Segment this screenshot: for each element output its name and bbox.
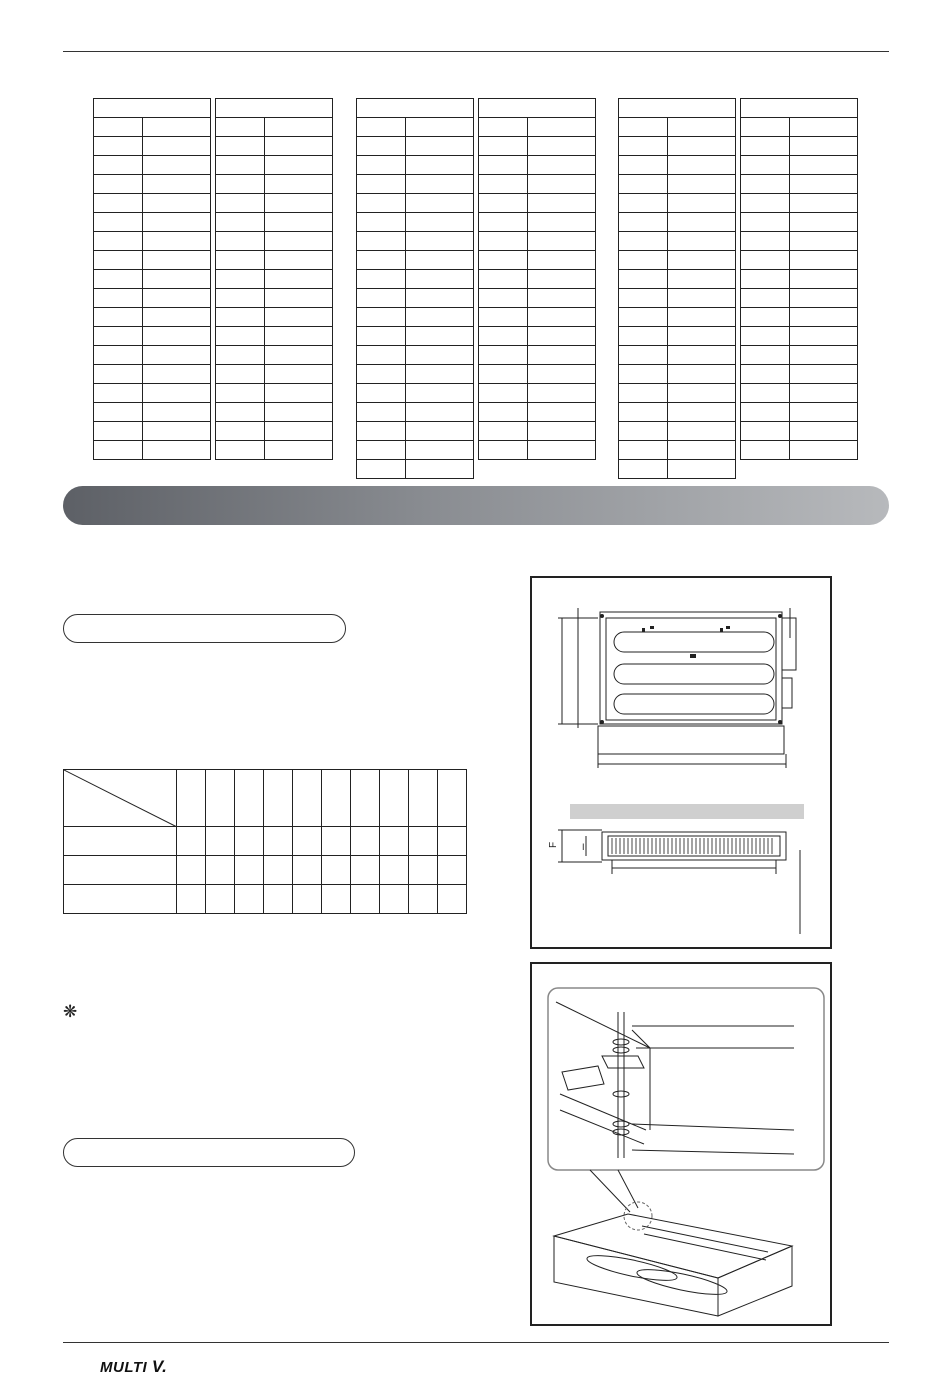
table-header-cell	[351, 770, 380, 827]
table-row	[216, 137, 333, 156]
table-row	[216, 327, 333, 346]
subsection-heading-box-1	[63, 614, 346, 643]
table-header-cell	[177, 770, 206, 827]
table-row	[94, 137, 211, 156]
table-row	[741, 327, 858, 346]
table-corner-cell	[64, 770, 177, 827]
table-row	[619, 289, 736, 308]
table-row	[64, 885, 467, 914]
table-row	[94, 384, 211, 403]
table-row	[479, 137, 596, 156]
spec-grid-table-3	[356, 98, 474, 479]
table-row	[741, 175, 858, 194]
table-row	[741, 156, 858, 175]
table-row	[479, 422, 596, 441]
table-row	[216, 232, 333, 251]
table-row	[216, 289, 333, 308]
table-row	[94, 289, 211, 308]
table-row	[479, 365, 596, 384]
table-row	[357, 346, 474, 365]
table-header-cell	[409, 770, 438, 827]
table-row	[216, 213, 333, 232]
subsection-heading-box-2	[63, 1138, 355, 1167]
table-row	[619, 308, 736, 327]
table-row	[94, 194, 211, 213]
table-row	[357, 156, 474, 175]
logo-text: MULTI	[100, 1359, 152, 1376]
table-row	[741, 384, 858, 403]
table-row	[216, 403, 333, 422]
table-header-cell	[293, 770, 322, 827]
table-row	[357, 194, 474, 213]
table-row	[741, 118, 858, 137]
table-row	[94, 156, 211, 175]
table-row	[64, 827, 467, 856]
table-row	[619, 327, 736, 346]
table-row	[619, 460, 736, 479]
table-row	[479, 118, 596, 137]
table-row	[216, 346, 333, 365]
dimension-label-i: I	[582, 842, 585, 852]
table-row	[619, 422, 736, 441]
table-row	[216, 99, 333, 118]
table-row	[357, 251, 474, 270]
table-row	[479, 327, 596, 346]
table-row	[619, 270, 736, 289]
table-row	[479, 441, 596, 460]
table-row	[479, 384, 596, 403]
table-row	[216, 441, 333, 460]
spec-grid-table-6	[740, 98, 858, 460]
table-row	[741, 213, 858, 232]
table-row	[357, 365, 474, 384]
table-row	[94, 346, 211, 365]
table-row	[479, 99, 596, 118]
table-row	[741, 365, 858, 384]
table-row	[479, 251, 596, 270]
table-row	[357, 422, 474, 441]
spec-grid-table-5	[618, 98, 736, 479]
table-row	[94, 213, 211, 232]
table-row	[479, 346, 596, 365]
note-symbol: ❋	[63, 1002, 78, 1022]
table-row	[94, 99, 211, 118]
table-row	[216, 270, 333, 289]
table-row	[619, 99, 736, 118]
table-row	[741, 308, 858, 327]
table-row	[741, 422, 858, 441]
table-row	[479, 308, 596, 327]
table-row	[741, 194, 858, 213]
table-row	[94, 441, 211, 460]
table-row	[216, 384, 333, 403]
table-header-cell	[264, 770, 293, 827]
spec-grid-table-4	[478, 98, 596, 460]
table-row	[741, 99, 858, 118]
spec-grid-table-1	[93, 98, 211, 460]
table-row	[216, 422, 333, 441]
table-row	[357, 403, 474, 422]
dimension-label-f: F	[548, 841, 559, 848]
table-row	[357, 213, 474, 232]
table-row	[357, 118, 474, 137]
multi-v-logo	[100, 1357, 167, 1377]
dimension-table	[63, 769, 467, 914]
table-row	[216, 118, 333, 137]
table-row	[357, 270, 474, 289]
table-row	[479, 213, 596, 232]
table-row	[619, 384, 736, 403]
table-row	[619, 137, 736, 156]
table-row	[479, 232, 596, 251]
table-row	[479, 289, 596, 308]
table-row	[216, 251, 333, 270]
table-header-cell	[206, 770, 235, 827]
dimension-drawing-figure	[530, 576, 832, 949]
hanging-bolt-illustration	[532, 964, 834, 1328]
footer-rule	[63, 1342, 889, 1343]
unit-dimension-drawing	[532, 578, 834, 951]
table-row	[94, 270, 211, 289]
table-row	[64, 856, 467, 885]
table-row	[741, 441, 858, 460]
table-header-cell	[235, 770, 264, 827]
table-row	[479, 270, 596, 289]
table-row	[216, 175, 333, 194]
section-banner	[63, 486, 889, 525]
table-row	[357, 384, 474, 403]
table-row	[741, 251, 858, 270]
table-row	[216, 308, 333, 327]
table-row	[357, 137, 474, 156]
table-row	[619, 232, 736, 251]
table-header-cell	[380, 770, 409, 827]
table-row	[741, 232, 858, 251]
table-row	[94, 251, 211, 270]
table-row	[357, 289, 474, 308]
table-row	[619, 441, 736, 460]
table-row	[357, 441, 474, 460]
table-row	[357, 99, 474, 118]
spec-grid-table-2	[215, 98, 333, 460]
table-row	[94, 365, 211, 384]
table-row	[479, 403, 596, 422]
table-row	[357, 308, 474, 327]
table-row	[619, 175, 736, 194]
table-row	[94, 232, 211, 251]
table-row	[216, 365, 333, 384]
table-row	[619, 213, 736, 232]
table-row	[619, 403, 736, 422]
logo-mark: V.	[151, 1357, 168, 1376]
table-row	[619, 365, 736, 384]
table-row	[94, 118, 211, 137]
table-row	[619, 156, 736, 175]
installation-figure	[530, 962, 832, 1326]
table-row	[619, 118, 736, 137]
table-row	[357, 175, 474, 194]
table-row	[94, 403, 211, 422]
table-header-cell	[322, 770, 351, 827]
table-row	[741, 270, 858, 289]
table-row	[216, 194, 333, 213]
header-rule	[63, 51, 889, 52]
table-row	[741, 346, 858, 365]
table-row	[619, 194, 736, 213]
table-row	[94, 327, 211, 346]
table-row	[741, 289, 858, 308]
table-row	[94, 422, 211, 441]
table-row	[479, 194, 596, 213]
table-row	[357, 232, 474, 251]
table-row	[741, 403, 858, 422]
table-row	[94, 308, 211, 327]
table-row	[479, 156, 596, 175]
table-row	[619, 251, 736, 270]
table-row	[94, 175, 211, 194]
table-header-cell	[438, 770, 467, 827]
table-row	[357, 327, 474, 346]
table-row	[741, 137, 858, 156]
table-row	[619, 346, 736, 365]
table-row	[479, 175, 596, 194]
table-row	[357, 460, 474, 479]
table-row	[216, 156, 333, 175]
